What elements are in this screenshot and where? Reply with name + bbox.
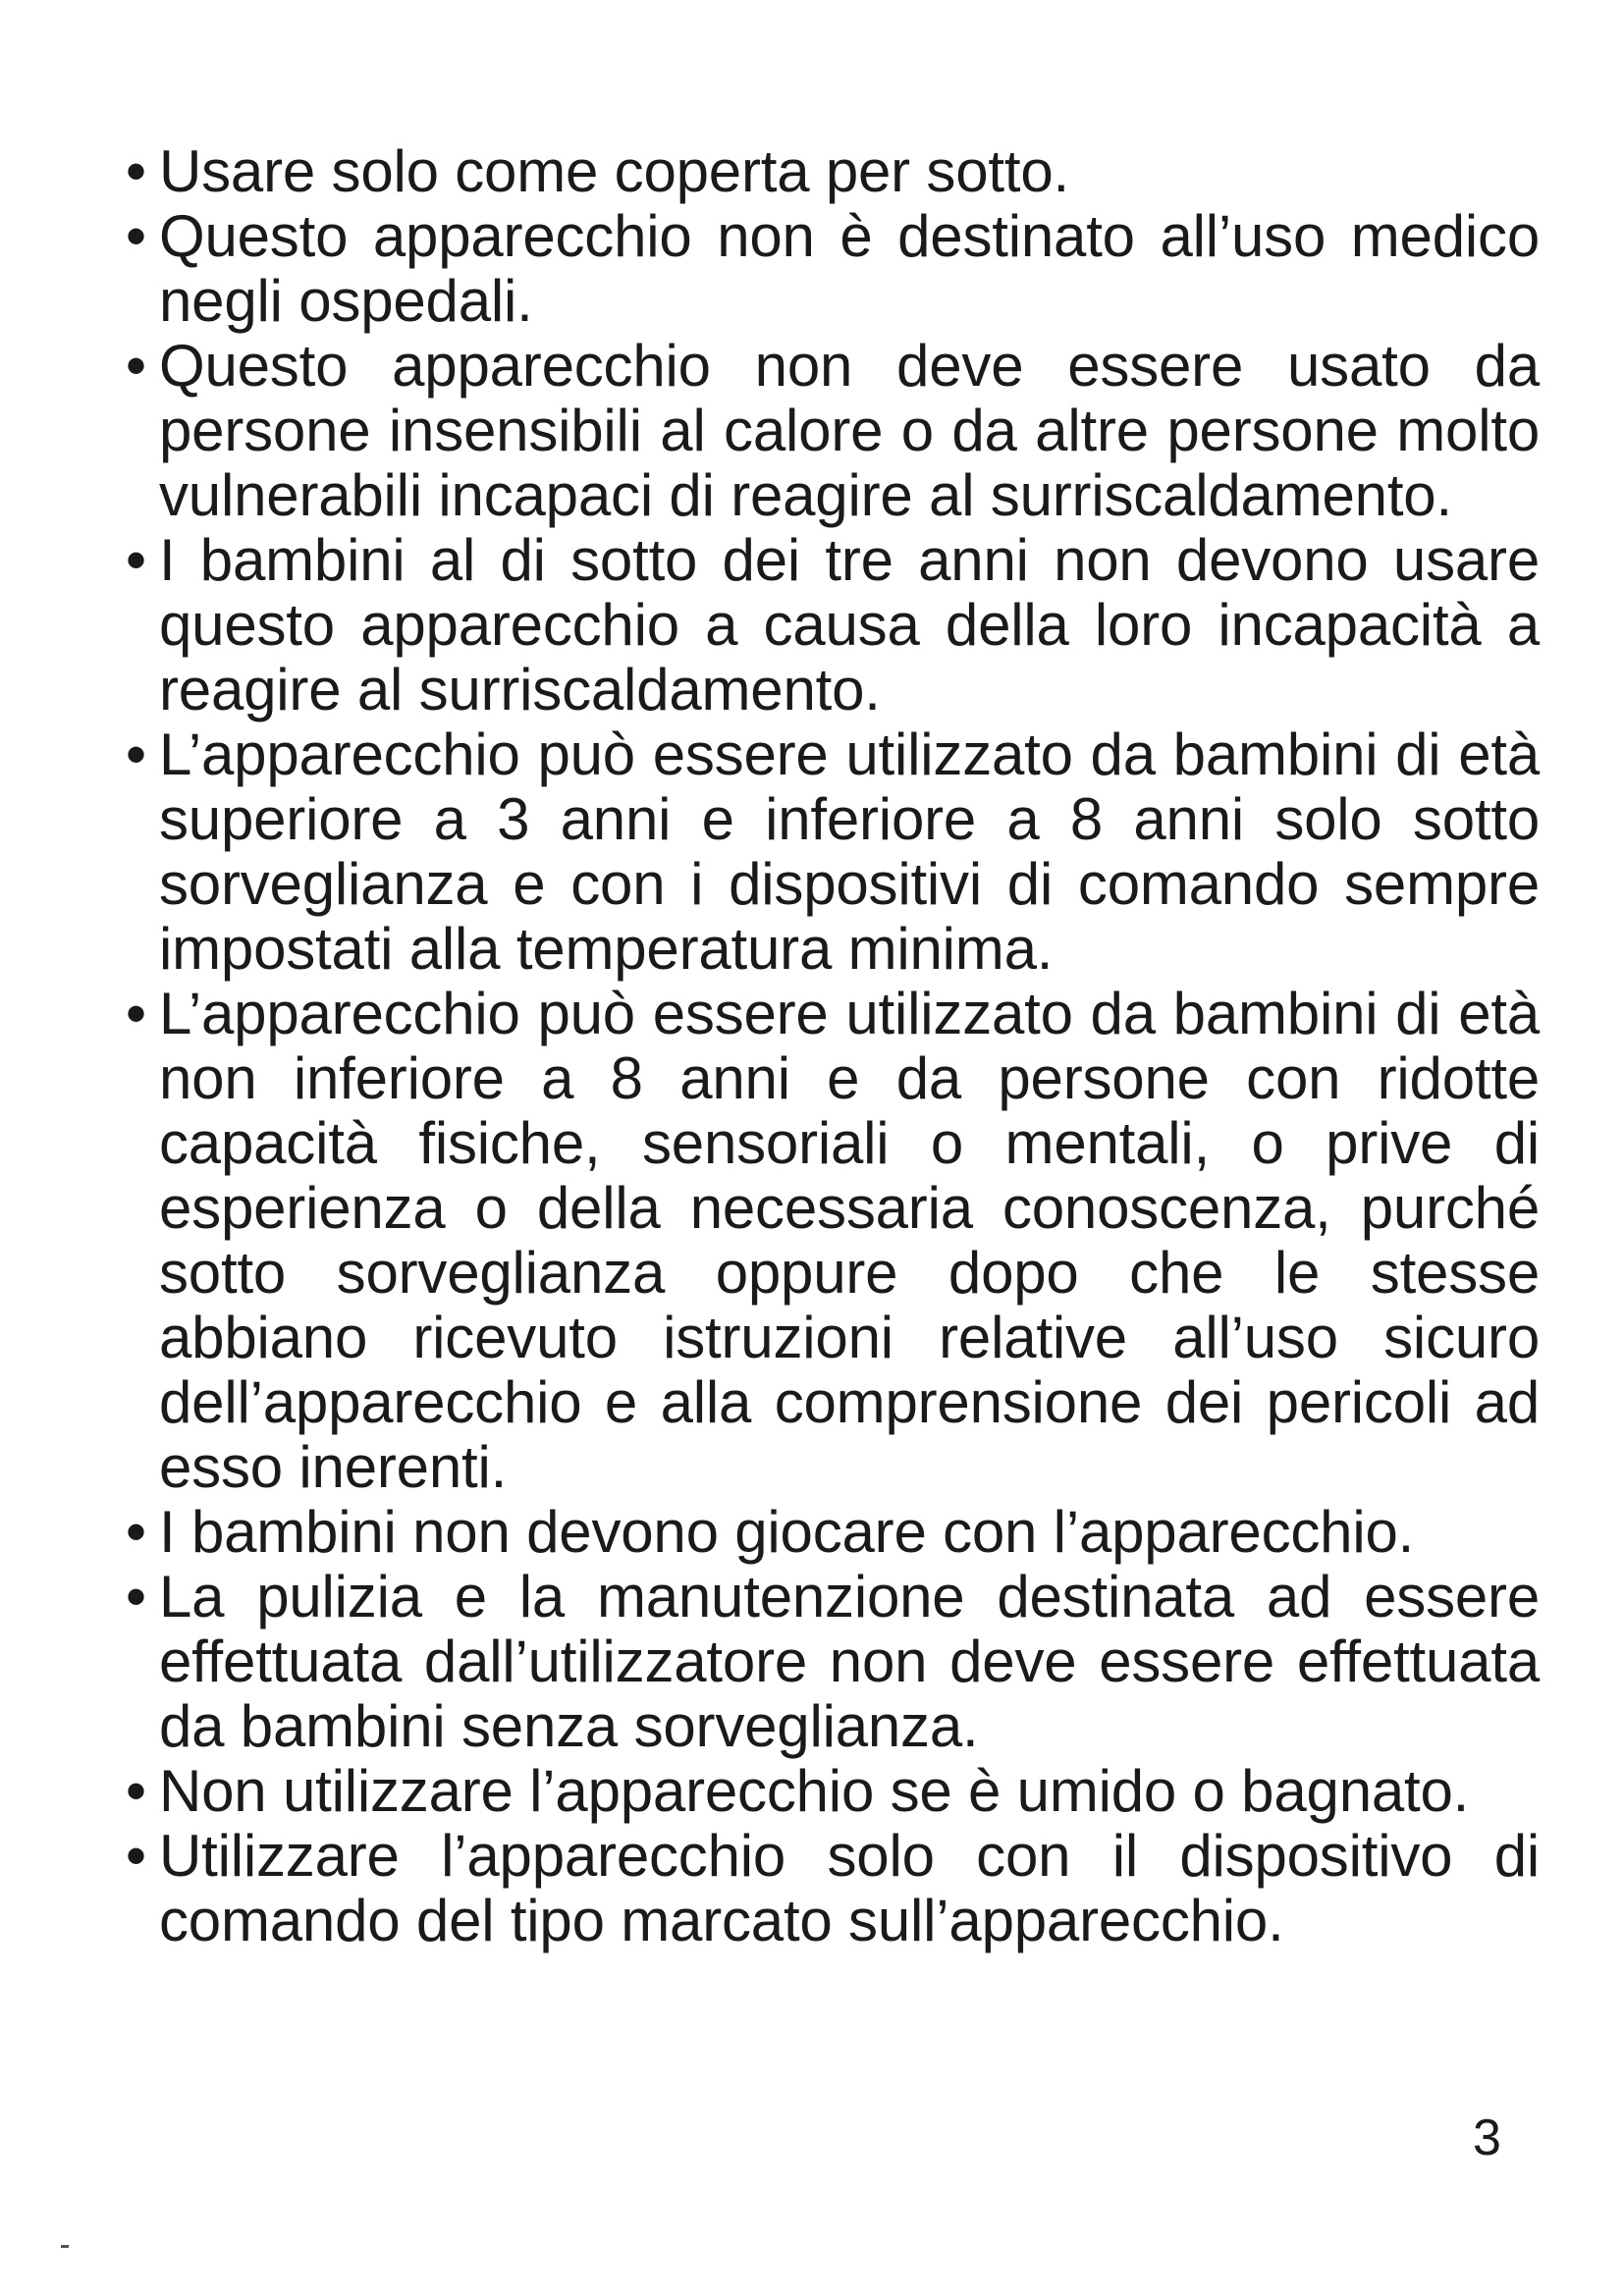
safety-instructions-list xyxy=(126,139,1540,1953)
list-item-text: L’apparecchio può essere utilizzato da bambini di età superiore a 3 anni e inferiore a 8 anni solo sotto sorveglianza e con i dispositivi di comando sempre impostati alla temperatura minima. xyxy=(159,721,1540,982)
bullet-icon: • xyxy=(126,981,146,1046)
list-item-text: Usare solo come coperta per sotto. xyxy=(159,138,1069,204)
scan-artifact-mark xyxy=(61,2245,69,2248)
list-item xyxy=(126,334,1540,528)
list-item xyxy=(126,1824,1540,1953)
list-item xyxy=(126,982,1540,1500)
list-item xyxy=(126,528,1540,722)
page-content xyxy=(126,139,1540,1953)
bullet-icon: • xyxy=(126,721,146,787)
bullet-icon: • xyxy=(126,1823,146,1889)
list-item xyxy=(126,1565,1540,1759)
bullet-icon: • xyxy=(126,1564,146,1629)
list-item xyxy=(126,1500,1540,1565)
list-item-text: Questo apparecchio non è destinato all’uso medico negli ospedali. xyxy=(159,203,1540,334)
list-item xyxy=(126,204,1540,334)
page-number: 3 xyxy=(1473,2109,1501,2166)
bullet-icon: • xyxy=(126,1499,146,1565)
list-item-text: La pulizia e la manutenzione destinata ad essere effettuata dall’utilizzatore non deve essere effettuata da bambini senza sorveglianza. xyxy=(159,1564,1540,1759)
list-item-text: Non utilizzare l’apparecchio se è umido o bagnato. xyxy=(159,1758,1470,1824)
bullet-icon: • xyxy=(126,203,146,269)
list-item-text: L’apparecchio può essere utilizzato da bambini di età non inferiore a 8 anni e da persone con ridotte capacità fisiche, sensoriali o mentali, o prive di esperienza o della necessaria conoscenza, purché sotto sorveglianza oppure dopo che le stesse abbiano ricevuto istruzioni relative all’uso sicuro dell’apparecchio e alla comprensione dei pericoli ad esso inerenti. xyxy=(159,981,1540,1500)
list-item-text: I bambini non devono giocare con l’apparecchio. xyxy=(159,1499,1415,1565)
list-item-text: I bambini al di sotto dei tre anni non devono usare questo apparecchio a causa della loro incapacità a reagire al surriscaldamento. xyxy=(159,527,1540,722)
bullet-icon: • xyxy=(126,138,146,204)
list-item xyxy=(126,139,1540,204)
list-item xyxy=(126,722,1540,982)
list-item-text: Questo apparecchio non deve essere usato da persone insensibili al calore o da altre persone molto vulnerabili incapaci di reagire al surriscaldamento. xyxy=(159,333,1540,528)
bullet-icon: • xyxy=(126,527,146,593)
bullet-icon: • xyxy=(126,1758,146,1824)
list-item-text: Utilizzare l’apparecchio solo con il dispositivo di comando del tipo marcato sull’apparecchio. xyxy=(159,1823,1540,1953)
bullet-icon: • xyxy=(126,333,146,399)
list-item xyxy=(126,1759,1540,1824)
